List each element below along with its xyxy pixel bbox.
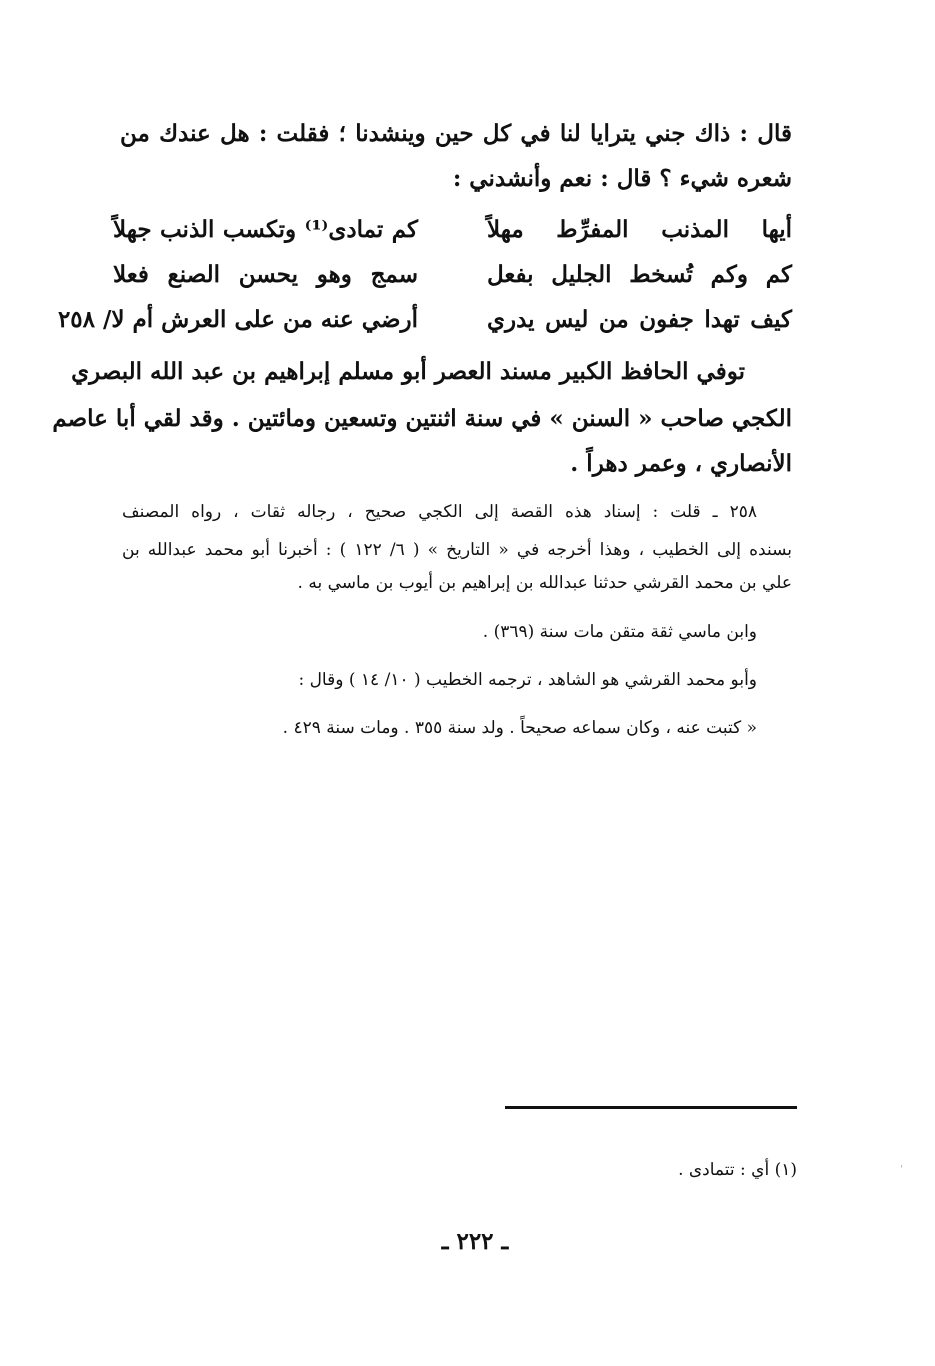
- commentary-line-5: وأبو محمد القرشي هو الشاهد ، ترجمه الخطيب ( ١٠/ ١٤ ) وقال :: [298, 670, 757, 690]
- biography-line-1: توفي الحافظ الكبير مسند العصر أبو مسلم إبراهيم بن عبد الله البصري: [71, 358, 745, 385]
- scan-speck: ˈ: [900, 1165, 903, 1176]
- verse-1-second-half: كم تمادى⁽¹⁾ وتكسب الذنب جهلاً: [113, 216, 418, 243]
- main-text-line-1: قال : ذاك جني يترايا لنا في كل حين وينشدنا ؛ فقلت : هل عندك من: [120, 120, 792, 147]
- verse-3-first-half: كيف تهدا جفون من ليس يدري: [487, 306, 792, 333]
- biography-line-2: الكجي صاحب « السنن » في سنة اثنتين وتسعين ومائتين . وقد لقي أبا عاصم: [52, 405, 792, 432]
- commentary-line-6: « كتبت عنه ، وكان سماعه صحيحاً . ولد سنة ٣٥٥ . ومات سنة ٤٢٩ .: [282, 718, 757, 738]
- verse-2-second-half: سمج وهو يحسن الصنع فعلا: [113, 261, 418, 288]
- page-number: ـ ٢٢٢ ـ: [441, 1228, 509, 1255]
- verse-1-first-half: أيها المذنب المفرِّط مهلاً: [487, 216, 792, 243]
- poem-first-hemistichs: [487, 216, 792, 346]
- footnote-separator: [505, 1106, 797, 1109]
- poem-second-hemistichs: [57, 216, 418, 346]
- verse-3-second-half: أرضي عنه من على العرش أم لا/ ٢٥٨: [57, 306, 418, 333]
- footnote: (١) أي : تتمادى .: [678, 1160, 797, 1180]
- commentary-line-4: وابن ماسي ثقة متقن مات سنة (٣٦٩) .: [482, 622, 757, 642]
- commentary-line-2: بسنده إلى الخطيب ، وهذا أخرجه في « التاريخ » ( ٦/ ١٢٢ ) : أخبرنا أبو محمد عبدالله بن: [122, 540, 792, 560]
- verse-2-first-half: كم وكم تُسخط الجليل بفعل: [487, 261, 792, 288]
- commentary-line-3: علي بن محمد القرشي حدثنا عبدالله بن إبراهيم بن أيوب بن ماسي به .: [297, 573, 792, 593]
- commentary-line-1: ٢٥٨ ـ قلت : إسناد هذه القصة إلى الكجي صحيح ، رجاله ثقات ، رواه المصنف: [122, 502, 757, 522]
- biography-line-3: الأنصاري ، وعمر دهراً .: [570, 450, 792, 477]
- main-text-line-2: شعره شيء ؟ قال : نعم وأنشدني :: [452, 165, 792, 192]
